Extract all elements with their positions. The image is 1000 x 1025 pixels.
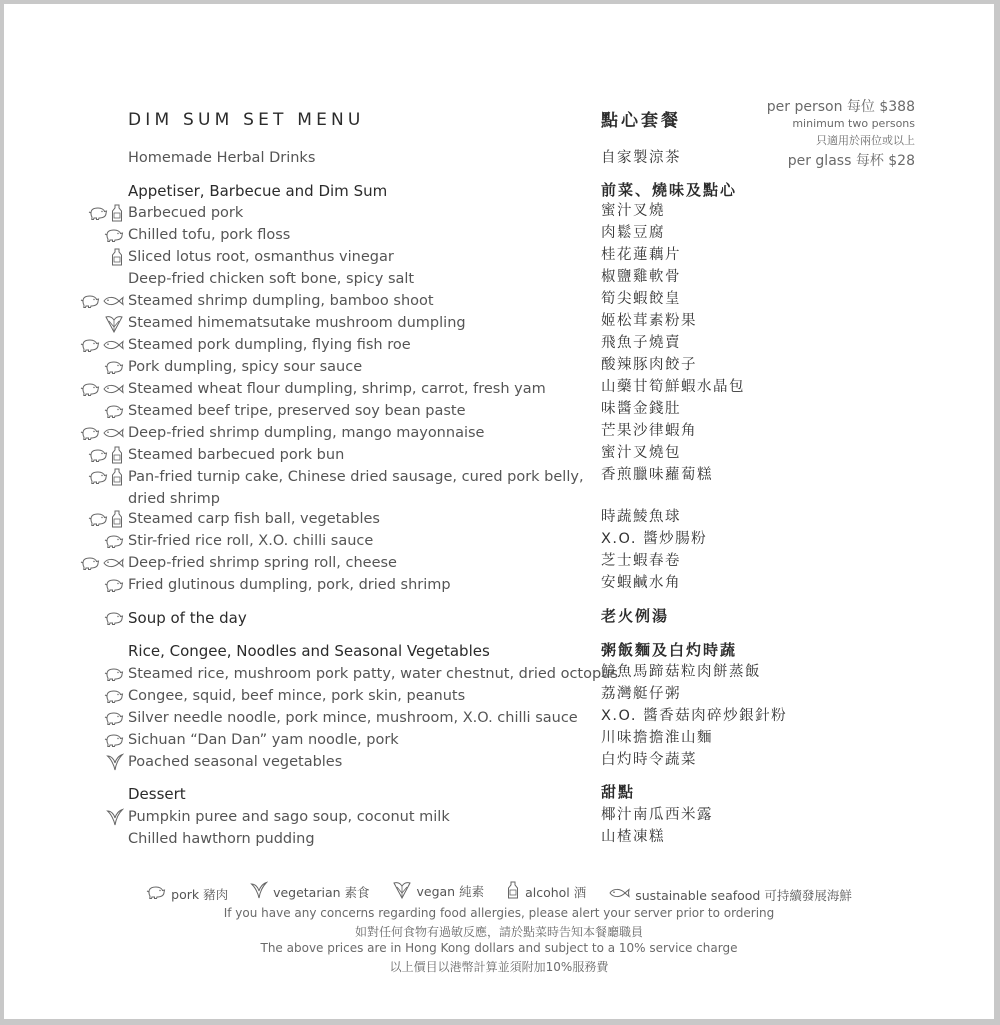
icon-legend <box>4 879 994 904</box>
menu-item: Barbecued pork <box>128 205 244 221</box>
pork-icon <box>88 512 108 526</box>
menu-item: Pumpkin puree and sago soup, coconut milk <box>128 809 450 825</box>
menu-item-zh: 山藥甘筍鮮蝦水晶包 <box>601 379 745 395</box>
menu-item-zh: 時蔬鯪魚球 <box>601 509 681 525</box>
menu-item-zh: X.O. 醬香菇肉碎炒銀針粉 <box>601 708 788 724</box>
allergy-note-zh: 如對任何食物有過敏反應，請於點菜時告知本餐廳職員 <box>354 925 643 939</box>
section-rice-zh: 粥飯麵及白灼時蔬 <box>601 641 738 659</box>
alcohol-icon <box>110 510 124 528</box>
menu-item-zh: 荔灣艇仔粥 <box>601 686 681 702</box>
legend-pork <box>146 885 228 903</box>
pork-icon <box>104 611 124 625</box>
alcohol-icon <box>110 248 124 266</box>
page-title-zh: 點心套餐 <box>601 111 681 131</box>
seafood-icon <box>102 557 124 569</box>
section-soup-zh: 老火例湯 <box>601 607 670 625</box>
vegetarian-icon <box>106 808 124 826</box>
pork-icon <box>146 885 171 902</box>
legend-vegan-label: vegan 純素 <box>416 883 485 899</box>
item-icons <box>104 312 124 334</box>
item-icons <box>106 751 124 773</box>
menu-item-zh: 蜜汁叉燒 <box>601 203 665 219</box>
menu-item: Deep-fried shrimp dumpling, mango mayonnaise <box>128 425 485 441</box>
menu-item: Steamed pork dumpling, flying fish roe <box>128 337 411 353</box>
minimum-persons: minimum two persons <box>792 117 915 130</box>
soup-icons <box>104 607 124 629</box>
item-icons <box>88 202 124 224</box>
menu-item: Steamed rice, mushroom pork patty, water chestnut, dried octopus <box>128 666 618 682</box>
menu-item-zh: 香煎臘味蘿蔔糕 <box>601 467 713 483</box>
section-dessert: Dessert <box>128 785 186 803</box>
menu-item: Deep-fried shrimp spring roll, cheese <box>128 555 397 571</box>
pork-icon <box>88 470 108 484</box>
pork-icon <box>104 360 124 374</box>
vegan-icon <box>104 313 124 333</box>
section-rice: Rice, Congee, Noodles and Seasonal Vegetables <box>128 642 490 660</box>
legend-vegetarian <box>250 881 369 902</box>
section-appetiser-zh: 前菜、燒味及點心 <box>601 181 738 199</box>
pork-icon <box>88 206 108 220</box>
alcohol-icon <box>506 881 525 902</box>
pork-icon <box>80 556 100 570</box>
menu-item-zh: 酸辣豚肉餃子 <box>601 357 697 373</box>
menu-item: Fried glutinous dumpling, pork, dried shrimp <box>128 577 451 593</box>
menu-item-zh: 安蝦鹹水角 <box>601 575 681 591</box>
menu-item: Stir-fried rice roll, X.O. chilli sauce <box>128 533 374 549</box>
pork-icon <box>104 534 124 548</box>
pork-icon <box>80 338 100 352</box>
drinks-label: Homemade Herbal Drinks <box>128 150 316 166</box>
legend-seafood <box>608 886 852 904</box>
menu-item-zh: 飛魚子燒賣 <box>601 335 681 351</box>
item-icons <box>88 466 124 488</box>
item-icons <box>80 378 124 400</box>
menu-item-zh: 姬松茸素粉果 <box>601 313 697 329</box>
menu-item-zh: 肉鬆豆腐 <box>601 225 665 241</box>
item-icons <box>104 574 124 596</box>
item-icons <box>88 444 124 466</box>
menu-item: Steamed barbecued pork bun <box>128 447 345 463</box>
pork-icon <box>104 667 124 681</box>
menu-item-zh: 筍尖蝦餃皇 <box>601 291 681 307</box>
item-icons <box>104 400 124 422</box>
item-icons <box>80 290 124 312</box>
price-per-person: per person 每位 $388 <box>766 99 915 115</box>
menu-item: Steamed shrimp dumpling, bamboo shoot <box>128 293 434 309</box>
menu-item: Chilled tofu, pork floss <box>128 227 291 243</box>
legend-alcohol-label: alcohol 酒 <box>525 884 587 900</box>
menu-item-zh: 椒鹽雞軟骨 <box>601 269 681 285</box>
pork-icon <box>104 711 124 725</box>
allergy-note: If you have any concerns regarding food allergies, please alert your server prior to ordering <box>223 906 775 920</box>
menu-item-zh: 芒果沙律蝦角 <box>601 423 697 439</box>
seafood-icon <box>608 887 635 902</box>
menu-item-zh: 白灼時令蔬菜 <box>601 752 697 768</box>
menu-item: Silver needle noodle, pork mince, mushroom, X.O. chilli sauce <box>128 710 578 726</box>
item-icons <box>104 224 124 246</box>
pork-icon <box>80 294 100 308</box>
item-icons <box>104 663 124 685</box>
menu-item-zh: 鱆魚馬蹄菇粒肉餅蒸飯 <box>601 664 761 680</box>
menu-page <box>4 4 994 1019</box>
alcohol-icon <box>110 446 124 464</box>
menu-item: Pan-fried turnip cake, Chinese dried sausage, cured pork belly, <box>128 469 584 485</box>
legend-alcohol <box>506 881 586 902</box>
item-icons <box>104 707 124 729</box>
menu-item: Steamed beef tripe, preserved soy bean paste <box>128 403 466 419</box>
section-soup: Soup of the day <box>128 609 247 627</box>
legend-vegan <box>392 879 485 902</box>
pork-icon <box>104 228 124 242</box>
menu-item: Pork dumpling, spicy sour sauce <box>128 359 363 375</box>
item-icons <box>104 685 124 707</box>
seafood-icon <box>102 339 124 351</box>
section-appetiser: Appetiser, Barbecue and Dim Sum <box>128 182 388 200</box>
menu-item: Congee, squid, beef mince, pork skin, peanuts <box>128 688 466 704</box>
pork-icon <box>80 426 100 440</box>
seafood-icon <box>102 383 124 395</box>
vegan-icon <box>392 879 417 902</box>
menu-item: Poached seasonal vegetables <box>128 754 343 770</box>
seafood-icon <box>102 427 124 439</box>
menu-item-zh: 川味擔擔淮山麵 <box>601 730 713 746</box>
legend-pork-label: pork 豬肉 <box>171 886 229 902</box>
pork-icon <box>80 382 100 396</box>
minimum-persons-zh: 只適用於兩位或以上 <box>816 134 915 147</box>
menu-item-continued: dried shrimp <box>128 491 220 507</box>
price-note-zh: 以上價目以港幣計算並須附加10%服務費 <box>389 960 609 974</box>
item-icons <box>106 806 124 828</box>
menu-item: Steamed wheat flour dumpling, shrimp, carrot, fresh yam <box>128 381 546 397</box>
pork-icon <box>104 689 124 703</box>
menu-item-zh: X.O. 醬炒腸粉 <box>601 531 708 547</box>
menu-item-zh: 味醬金錢肚 <box>601 401 681 417</box>
menu-item: Steamed carp fish ball, vegetables <box>128 511 380 527</box>
alcohol-icon <box>110 204 124 222</box>
menu-item-zh: 蜜汁叉燒包 <box>601 445 681 461</box>
vegetarian-icon <box>250 881 273 902</box>
seafood-icon <box>102 295 124 307</box>
drinks-label-zh: 自家製涼茶 <box>601 150 681 166</box>
price-note: The above prices are in Hong Kong dollars and subject to a 10% service charge <box>260 941 738 955</box>
alcohol-icon <box>110 468 124 486</box>
pork-icon <box>104 733 124 747</box>
item-icons <box>110 246 124 268</box>
legend-seafood-label: sustainable seafood 可持續發展海鮮 <box>635 887 852 903</box>
vegetarian-icon <box>106 753 124 771</box>
menu-item-zh: 椰汁南瓜西米露 <box>601 807 713 823</box>
item-icons <box>80 334 124 356</box>
item-icons <box>80 422 124 444</box>
pork-icon <box>104 578 124 592</box>
menu-item-zh: 桂花蓮藕片 <box>601 247 681 263</box>
pork-icon <box>104 404 124 418</box>
item-icons <box>104 729 124 751</box>
menu-item-zh: 山楂凍糕 <box>601 829 665 845</box>
menu-item-zh: 芝士蝦春卷 <box>601 553 681 569</box>
menu-item: Steamed himematsutake mushroom dumpling <box>128 315 466 331</box>
menu-item: Chilled hawthorn pudding <box>128 831 315 847</box>
legend-vegetarian-label: vegetarian 素食 <box>273 884 370 900</box>
pork-icon <box>88 448 108 462</box>
item-icons <box>88 508 124 530</box>
section-dessert-zh: 甜點 <box>601 783 636 801</box>
page-title: DIM SUM SET MENU <box>128 110 365 130</box>
menu-item: Deep-fried chicken soft bone, spicy salt <box>128 271 415 287</box>
item-icons <box>80 552 124 574</box>
menu-item: Sliced lotus root, osmanthus vinegar <box>128 249 394 265</box>
item-icons <box>104 530 124 552</box>
menu-item: Sichuan “Dan Dan” yam noodle, pork <box>128 732 399 748</box>
price-per-glass: per glass 每杯 $28 <box>787 153 915 169</box>
item-icons <box>104 356 124 378</box>
